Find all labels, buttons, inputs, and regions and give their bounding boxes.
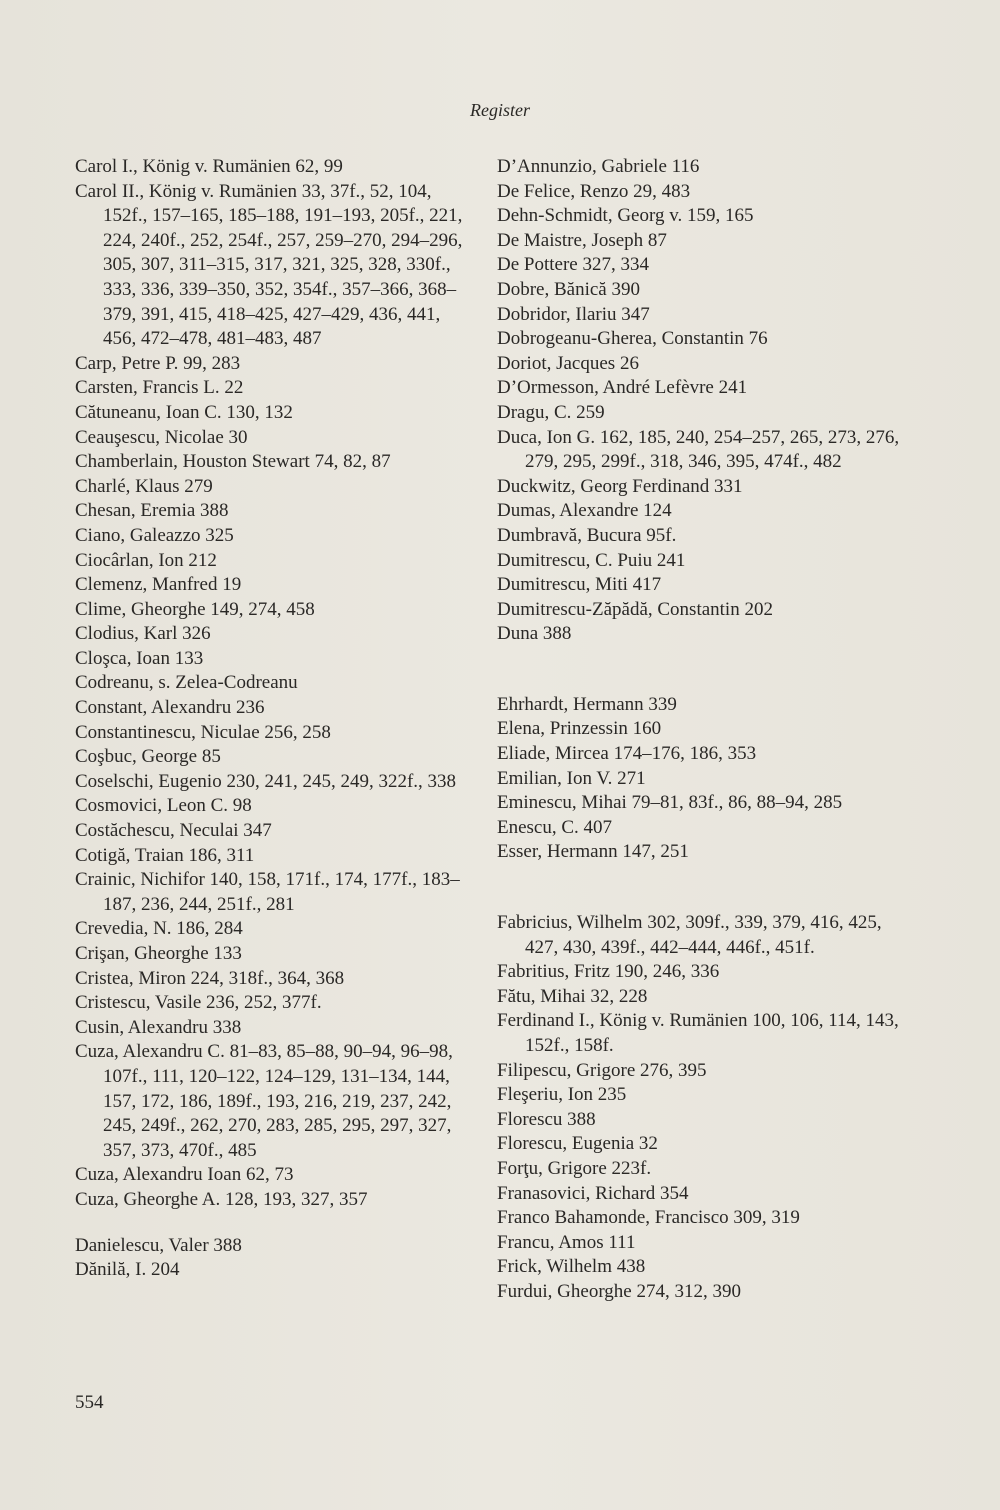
index-entry: Dănilă, I. 204 (75, 1259, 180, 1281)
index-entry: Doriot, Jacques 26 (497, 352, 639, 374)
index-entry: Crevedia, N. 186, 284 (75, 918, 243, 940)
index-entry: Codreanu, s. Zelea-Codreanu (75, 672, 298, 694)
index-entry: Enescu, C. 407 (497, 816, 613, 838)
page-number: 554 (75, 1392, 104, 1413)
index-entry: Constantinescu, Niculae 256, 258 (75, 721, 331, 743)
index-entry: Dobridor, Ilariu 347 (497, 303, 650, 325)
index-entry: De Maistre, Joseph 87 (497, 229, 667, 251)
index-entry: Duna 388 (497, 623, 572, 645)
index-entry: Ciocârlan, Ion 212 (75, 549, 217, 571)
index-entry: Cătuneanu, Ioan C. 130, 132 (75, 401, 293, 423)
index-entry: Frick, Wilhelm 438 (497, 1256, 646, 1278)
index-entry: Dobre, Bănică 390 (497, 278, 640, 300)
index-entry: Clodius, Karl 326 (75, 623, 211, 645)
index-entry: Dumitrescu, C. Puiu 241 (497, 549, 686, 571)
index-entry: Fabricius, Wilhelm 302, 309f., 339, 379, 416, 425, 427, 430, 439f., 442–444, 446f., 451f. (497, 912, 882, 958)
group-spacer (75, 1213, 465, 1234)
index-entry: Clime, Gheorghe 149, 274, 458 (75, 598, 315, 620)
index-entry: Coşbuc, George 85 (75, 746, 221, 768)
index-entry: Emilian, Ion V. 271 (497, 767, 646, 789)
index-entry: Eminescu, Mihai 79–81, 83f., 86, 88–94, 285 (497, 792, 843, 814)
index-entry: Dumas, Alexandre 124 (497, 500, 672, 522)
index-entry: Crişan, Gheorghe 133 (75, 943, 242, 964)
index-entry: Ferdinand I., König v. Rumänien 100, 106, 114, 143, 152f., 158f. (497, 1010, 899, 1056)
index-entry: Franasovici, Richard 354 (497, 1182, 689, 1204)
index-entry: Clemenz, Manfred 19 (75, 574, 242, 596)
index-entry: Cloşca, Ioan 133 (75, 647, 204, 669)
index-entry: Forţu, Grigore 223f. (497, 1157, 652, 1179)
index-entry: Danielescu, Valer 388 (75, 1234, 242, 1256)
index-entry: De Pottere 327, 334 (497, 254, 649, 276)
index-entry: Furdui, Gheorghe 274, 312, 390 (497, 1280, 741, 1302)
index-group-e (497, 693, 907, 865)
index-entry: D’Ormesson, André Lefèvre 241 (497, 377, 748, 399)
index-entry: Carol II., König v. Rumänien 33, 37f., 52, 104, 152f., 157–165, 185–188, 191–193, 205f., 221, 224, 240f., 252, 254f., 257, 259–270, 294–296, 305, 307, 311–315, 317, 321, 325, 328, 330f., 333, 336, 339–350, 352, 354f., 357–366, 368–379, 391, 415, 418–425, 427–429, 436, 441, 456, 472–478, 481–483, 487 (75, 180, 463, 350)
group-spacer (497, 865, 907, 911)
index-entry: Duckwitz, Georg Ferdinand 331 (497, 475, 743, 497)
index-entry: Dobrogeanu-Gherea, Constantin 76 (497, 328, 768, 350)
index-entry: Fătu, Mihai 32, 228 (497, 985, 648, 1007)
index-entry: Dumbravă, Bucura 95f. (497, 524, 677, 546)
index-entry: Ceauşescu, Nicolae 30 (75, 426, 248, 448)
index-entry: Esser, Hermann 147, 251 (497, 841, 689, 863)
index-entry: Ciano, Galeazzo 325 (75, 524, 234, 546)
index-entry: Fabritius, Fritz 190, 246, 336 (497, 961, 720, 983)
index-entry: Dragu, C. 259 (497, 401, 605, 423)
index-entry: Eliade, Mircea 174–176, 186, 353 (497, 743, 757, 765)
index-entry: Chesan, Eremia 388 (75, 500, 229, 522)
index-entry: Cristescu, Vasile 236, 252, 377f. (75, 992, 322, 1014)
index-group-d (75, 1234, 465, 1283)
index-entry: Cotigă, Traian 186, 311 (75, 844, 255, 866)
index-entry: Ehrhardt, Hermann 339 (497, 693, 677, 715)
index-entry: Cuza, Alexandru C. 81–83, 85–88, 90–94, 96–98, 107f., 111, 120–122, 124–129, 131–134, 144, 157, 172, 186, 189f., 193, 216, 219, 237, 242, 245, 249f., 262, 270, 283, 285, 295, 297, 327, 357, 373, 470f., 485 (75, 1041, 453, 1161)
left-column (75, 155, 465, 1283)
right-column (497, 155, 907, 1305)
index-entry: Coselschi, Eugenio 230, 241, 245, 249, 322f., 338 (75, 770, 457, 792)
index-group-d-continued (497, 155, 907, 647)
index-entry: Florescu 388 (497, 1108, 596, 1130)
index-entry: Charlé, Klaus 279 (75, 475, 213, 497)
index-entry: Francu, Amos 111 (497, 1231, 636, 1253)
index-entry: Carol I., König v. Rumänien 62, 99 (75, 156, 343, 177)
running-head: Register (470, 100, 530, 120)
index-entry: Dumitrescu-Zăpădă, Constantin 202 (497, 598, 773, 620)
index-entry: Constant, Alexandru 236 (75, 697, 265, 719)
index-entry: Cosmovici, Leon C. 98 (75, 795, 252, 817)
index-group-c (75, 155, 465, 1213)
index-entry: Cristea, Miron 224, 318f., 364, 368 (75, 967, 345, 989)
index-entry: Crainic, Nichifor 140, 158, 171f., 174, 177f., 183–187, 236, 244, 251f., 281 (75, 869, 460, 915)
index-entry: Carp, Petre P. 99, 283 (75, 352, 241, 374)
group-spacer (497, 647, 907, 693)
index-entry: Costăchescu, Neculai 347 (75, 820, 272, 842)
index-entry: Franco Bahamonde, Francisco 309, 319 (497, 1207, 800, 1229)
index-entry: Cuza, Gheorghe A. 128, 193, 327, 357 (75, 1188, 368, 1210)
index-entry: Dehn-Schmidt, Georg v. 159, 165 (497, 205, 754, 227)
index-entry: Fleşeriu, Ion 235 (497, 1084, 627, 1106)
index-entry: Chamberlain, Houston Stewart 74, 82, 87 (75, 451, 391, 473)
index-entry: Dumitrescu, Miti 417 (497, 574, 662, 596)
index-entry: Florescu, Eugenia 32 (497, 1133, 658, 1155)
index-entry: Carsten, Francis L. 22 (75, 377, 244, 399)
index-entry: Cuza, Alexandru Ioan 62, 73 (75, 1164, 294, 1186)
index-entry: Filipescu, Grigore 276, 395 (497, 1059, 707, 1081)
index-entry: D’Annunzio, Gabriele 116 (497, 156, 700, 177)
index-entry: De Felice, Renzo 29, 483 (497, 180, 691, 202)
index-entry: Duca, Ion G. 162, 185, 240, 254–257, 265, 273, 276, 279, 295, 299f., 318, 346, 395, 474f., 482 (497, 426, 900, 473)
index-entry: Elena, Prinzessin 160 (497, 718, 662, 740)
index-group-f (497, 911, 907, 1305)
index-entry: Cusin, Alexandru 338 (75, 1016, 242, 1038)
